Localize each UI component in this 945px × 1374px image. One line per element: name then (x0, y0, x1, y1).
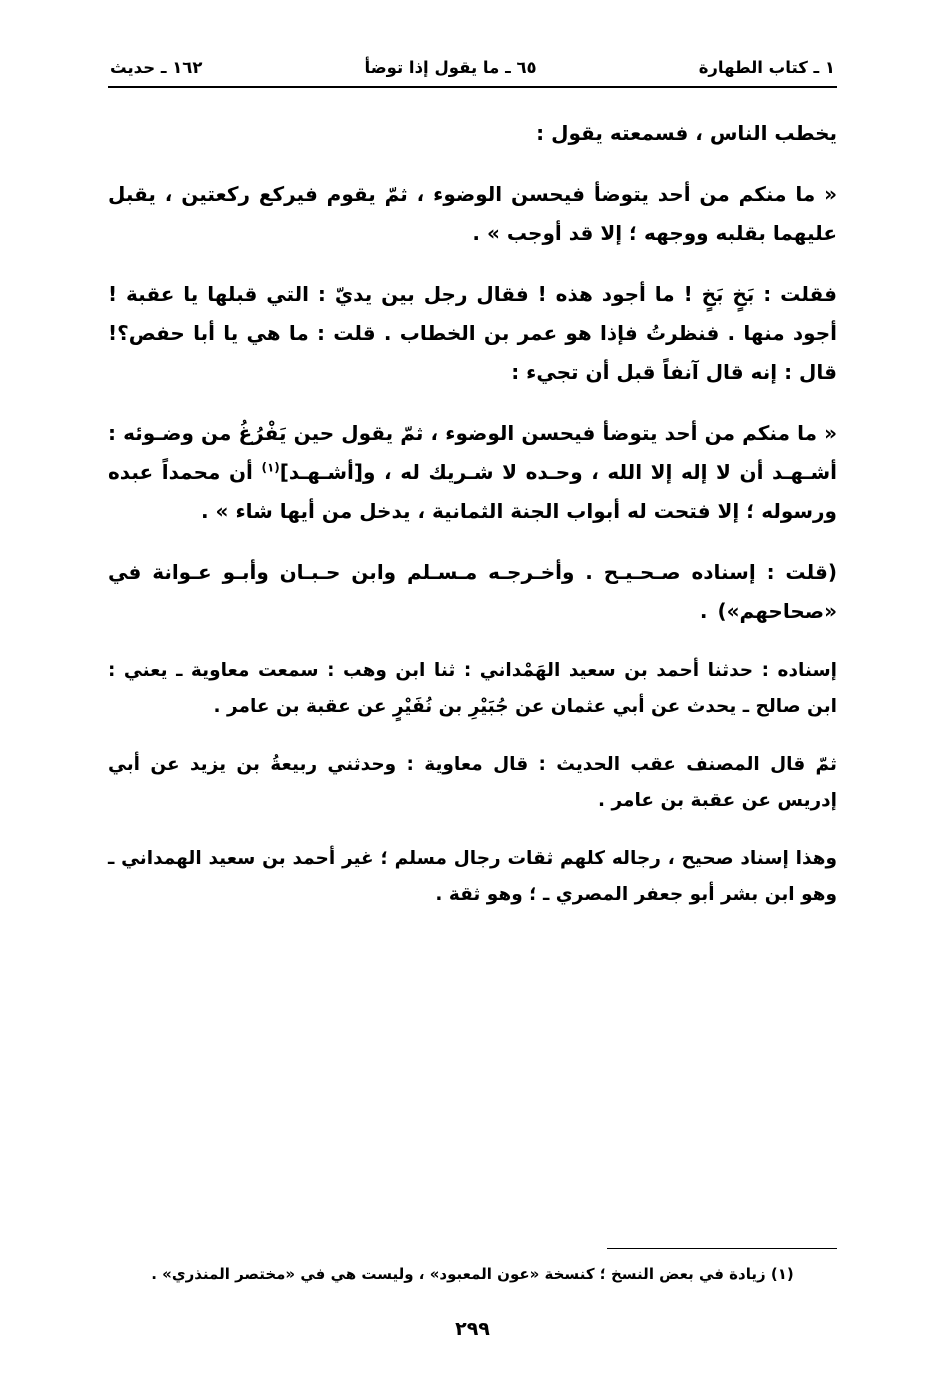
page-body (108, 114, 837, 913)
header-chapter-title: ٦٥ ـ ما يقول إذا توضأ (364, 58, 537, 77)
footnote-text: (١) زيادة في بعض النسخ ؛ كنسخة «عون المعبود» ، وليست هي في «مختصر المنذري» . (151, 1265, 794, 1283)
footnote-block (108, 1248, 837, 1288)
paragraph-grading-comment: (قلت : إسناده صـحـيـح . وأخـرجـه مـسـلم وابن حـبـان وأبـو عـوانة في «صحاحهم») . (108, 560, 837, 623)
header-book-title: ١ ـ كتاب الطهارة (698, 58, 835, 77)
quote-text-before-footnote: « ما منكم من أحد يتوضأ فيحسن الوضوء ، ثمّ يقول حين يَفْرُغُ من وضـوئه : أشـهـد أن لا إله إلا الله ، وحـده لا شـريك له ، و[أشـهـد] (108, 421, 837, 484)
header-hadith-number: ١٦٢ ـ حديث (110, 58, 203, 77)
footnote-marker: (١) (261, 460, 280, 475)
footnote-divider (607, 1248, 837, 1249)
paragraph-chain-assessment: وهذا إسناد صحيح ، رجاله كلهم ثقات رجال مسلم ؛ غير أحمد بن سعيد الهمداني ـ وهو ابن بشر أبو جعفر المصري ـ ؛ وهو ثقة . (108, 848, 837, 906)
paragraph-hadith-quote-1: « ما منكم من أحد يتوضأ فيحسن الوضوء ، ثمّ يقوم فيركع ركعتين ، يقبل عليهما بقلبه ووجهه ؛ إلا قد أوجب » . (108, 182, 837, 245)
paragraph-narrative: فقلت : بَخٍ بَخٍ ! ما أجود هذه ! فقال رجل بين يديّ : التي قبلها يا عقبة ! أجود منها . فنظرتُ فإذا هو عمر بن الخطاب . قلت : ما هي يا أبا حفص؟! قال : إنه قال آنفاً قبل أن تجيء : (108, 282, 837, 384)
paragraph-chain-of-narration: إسناده : حدثنا أحمد بن سعيد الهَمْداني : ثنا ابن وهب : سمعت معاوية ـ يعني : ابن صالح ـ يحدث عن أبي عثمان عن جُبَيْرِ بن نُفَيْرٍ عن عقبة بن عامر . (108, 660, 837, 718)
running-header (108, 58, 837, 77)
paragraph-author-followup: ثمّ قال المصنف عقب الحديث : قال معاوية : وحدثني ربيعةُ بن يزيد عن أبي إدريس عن عقبة بن عامر . (108, 754, 837, 812)
paragraph-intro: يخطب الناس ، فسمعته يقول : (536, 121, 837, 145)
quote-text-after-footnote: أن محمداً عبده ورسوله ؛ إلا فتحت له أبواب الجنة الثمانية ، يدخل من أيها شاء » . (108, 460, 837, 523)
paragraph-hadith-quote-2 (108, 414, 837, 531)
header-divider (108, 86, 837, 88)
page-number: ٢٩٩ (455, 1318, 490, 1340)
